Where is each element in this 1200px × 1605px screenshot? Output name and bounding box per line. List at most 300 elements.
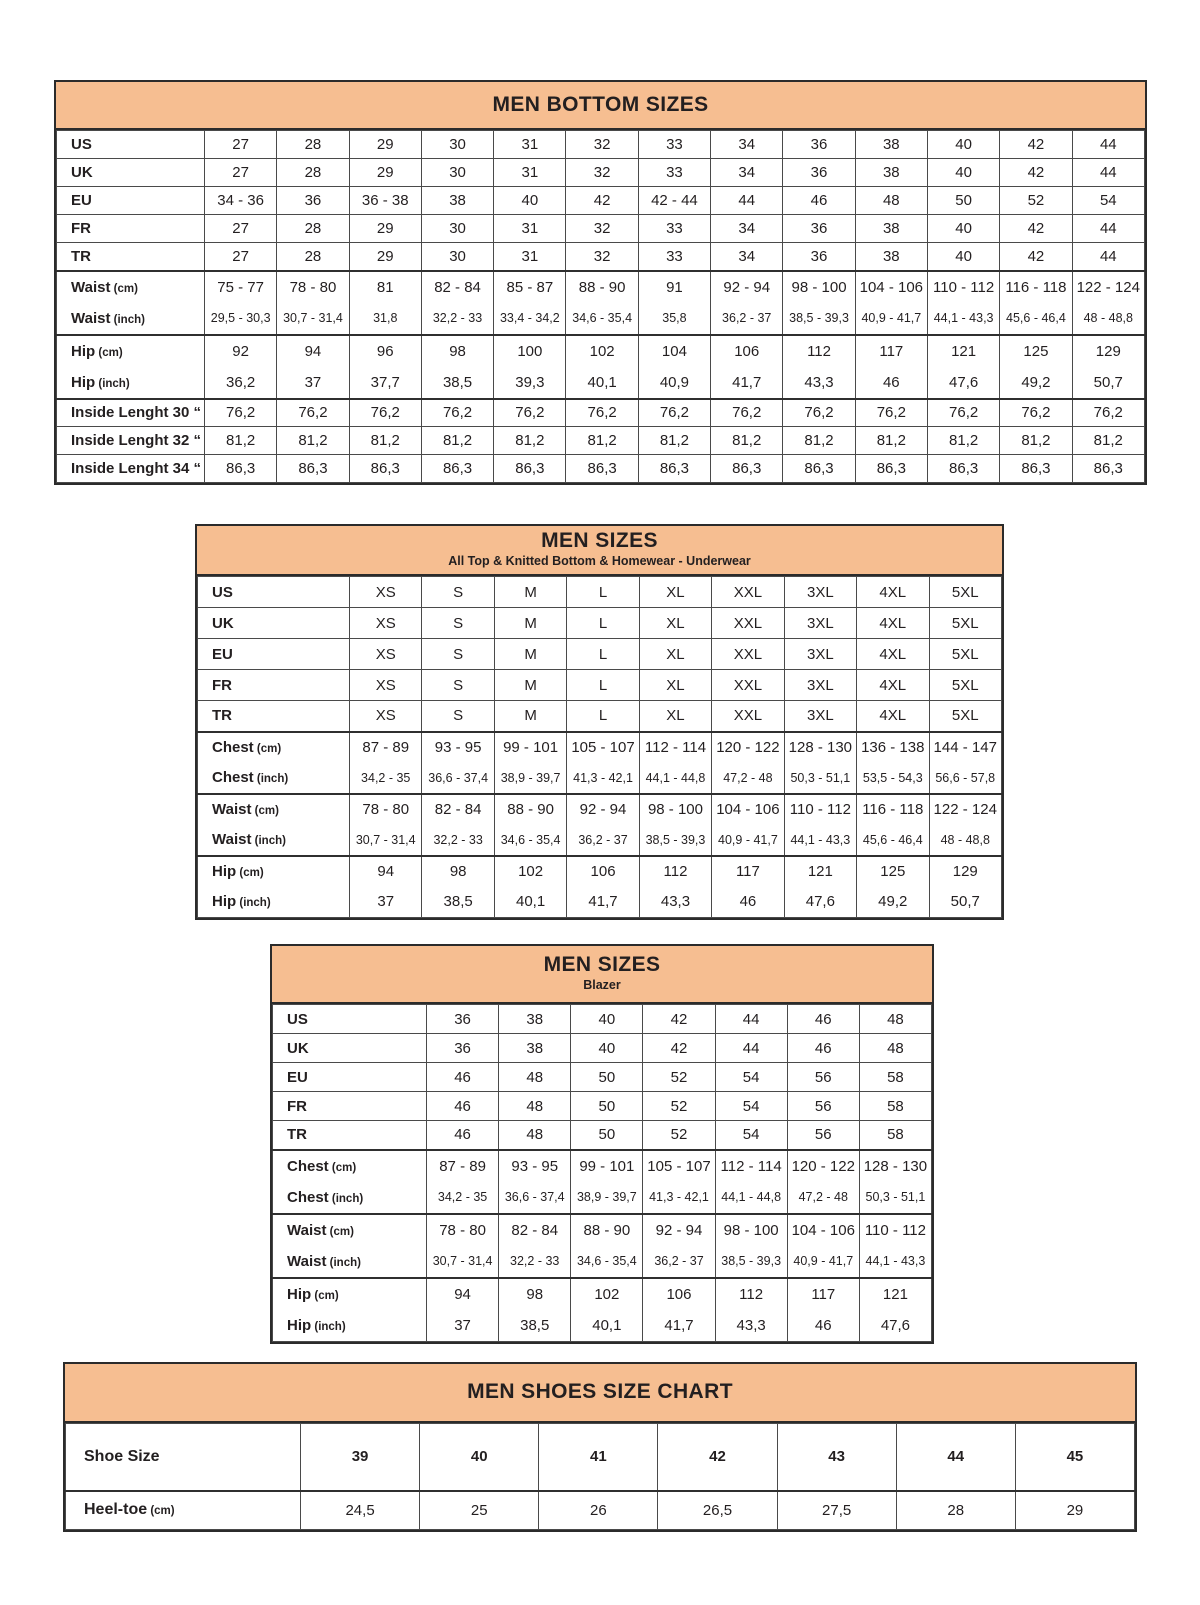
size-cell: 44,1 - 43,3: [927, 303, 999, 335]
size-cell: 37: [277, 367, 349, 399]
table-row: [198, 763, 1002, 794]
size-cell: 52: [643, 1121, 715, 1150]
size-cell: 125: [1000, 335, 1072, 367]
table-row: [273, 1310, 932, 1342]
size-cell: 28: [896, 1491, 1015, 1530]
size-cell: 38: [855, 159, 927, 187]
size-cell: 106: [711, 335, 783, 367]
size-cell: 110 - 112: [927, 271, 999, 303]
size-cell: 98 - 100: [715, 1214, 787, 1246]
row-label: US: [273, 1005, 427, 1034]
row-label: Waist (cm): [57, 271, 205, 303]
size-cell: 117: [712, 856, 784, 887]
size-cell: 36,6 - 37,4: [499, 1182, 571, 1214]
size-cell: 86,3: [855, 455, 927, 483]
size-cell: 34,6 - 35,4: [494, 825, 566, 856]
table-row: [198, 577, 1002, 608]
size-cell: 82 - 84: [499, 1214, 571, 1246]
size-cell: 40: [571, 1005, 643, 1034]
size-cell: 76,2: [855, 399, 927, 427]
row-label: Heel-toe (cm): [66, 1491, 301, 1530]
size-cell: 76,2: [421, 399, 493, 427]
size-cell: 58: [859, 1063, 931, 1092]
table-row: [57, 367, 1145, 399]
row-label: US: [198, 577, 350, 608]
size-cell: 27: [205, 159, 277, 187]
size-cell: 28: [277, 159, 349, 187]
men-sizes-blazer-grid: [272, 1004, 932, 1342]
size-cell: 44: [896, 1424, 1015, 1491]
size-cell: 27: [205, 215, 277, 243]
size-cell: 93 - 95: [422, 732, 494, 763]
row-label: Chest (inch): [273, 1182, 427, 1214]
size-cell: 110 - 112: [784, 794, 856, 825]
size-cell: 36 - 38: [349, 187, 421, 215]
size-cell: 43,3: [783, 367, 855, 399]
size-cell: 31,8: [349, 303, 421, 335]
table-title: MEN SHOES SIZE CHART: [467, 1380, 733, 1404]
size-cell: 45,6 - 46,4: [1000, 303, 1072, 335]
size-cell: L: [567, 670, 639, 701]
size-cell: 3XL: [784, 670, 856, 701]
size-cell: 42: [566, 187, 638, 215]
size-cell: 81: [349, 271, 421, 303]
table-row: [273, 1150, 932, 1182]
size-cell: 52: [643, 1063, 715, 1092]
size-cell: 43,3: [715, 1310, 787, 1342]
size-cell: 112: [639, 856, 711, 887]
size-cell: M: [494, 701, 566, 732]
size-cell: XXL: [712, 670, 784, 701]
size-cell: 116 - 118: [1000, 271, 1072, 303]
row-label: Hip (inch): [273, 1310, 427, 1342]
size-cell: 5XL: [929, 608, 1002, 639]
size-cell: 46: [427, 1063, 499, 1092]
size-cell: 86,3: [205, 455, 277, 483]
size-cell: 47,2 - 48: [712, 763, 784, 794]
table-row: [273, 1182, 932, 1214]
size-cell: 112: [783, 335, 855, 367]
size-cell: 44,1 - 43,3: [859, 1246, 931, 1278]
size-cell: 36,2 - 37: [567, 825, 639, 856]
size-cell: 40: [927, 159, 999, 187]
size-cell: 92 - 94: [711, 271, 783, 303]
size-cell: 44,1 - 44,8: [639, 763, 711, 794]
size-cell: 44: [1072, 215, 1144, 243]
size-cell: 81,2: [783, 427, 855, 455]
size-cell: 76,2: [711, 399, 783, 427]
size-cell: 27,5: [777, 1491, 896, 1530]
row-label: TR: [198, 701, 350, 732]
row-label: Chest (inch): [198, 763, 350, 794]
table-row: [57, 215, 1145, 243]
size-cell: 26,5: [658, 1491, 777, 1530]
row-label: Waist (inch): [273, 1246, 427, 1278]
size-cell: 81,2: [638, 427, 710, 455]
size-cell: 48 - 48,8: [1072, 303, 1144, 335]
size-cell: 56: [787, 1063, 859, 1092]
men-sizes-top-header: [197, 526, 1002, 576]
table-row: [198, 825, 1002, 856]
size-cell: 120 - 122: [787, 1150, 859, 1182]
size-cell: 37,7: [349, 367, 421, 399]
size-cell: 93 - 95: [499, 1150, 571, 1182]
men-shoes-size-table: [63, 1362, 1137, 1532]
size-cell: 30,7 - 31,4: [277, 303, 349, 335]
size-cell: 3XL: [784, 577, 856, 608]
size-cell: 31: [494, 131, 566, 159]
table-row: [273, 1063, 932, 1092]
size-cell: 81,2: [277, 427, 349, 455]
table-row: [57, 335, 1145, 367]
size-cell: 36: [427, 1034, 499, 1063]
size-cell: 44: [1072, 243, 1144, 271]
size-cell: 112 - 114: [639, 732, 711, 763]
size-cell: 81,2: [494, 427, 566, 455]
size-cell: 43,3: [639, 887, 711, 918]
size-cell: 36,6 - 37,4: [422, 763, 494, 794]
size-cell: 81,2: [349, 427, 421, 455]
size-cell: 76,2: [205, 399, 277, 427]
size-cell: 58: [859, 1092, 931, 1121]
size-cell: 4XL: [857, 608, 929, 639]
table-row: [198, 887, 1002, 918]
size-cell: 46: [787, 1005, 859, 1034]
size-cell: 40,1: [494, 887, 566, 918]
size-cell: 86,3: [711, 455, 783, 483]
size-cell: 40: [571, 1034, 643, 1063]
size-cell: 102: [566, 335, 638, 367]
size-cell: 30,7 - 31,4: [350, 825, 422, 856]
row-label: TR: [273, 1121, 427, 1150]
size-cell: 5XL: [929, 701, 1002, 732]
size-cell: 48: [499, 1092, 571, 1121]
size-cell: 94: [277, 335, 349, 367]
size-cell: 98 - 100: [783, 271, 855, 303]
size-cell: 36: [783, 215, 855, 243]
row-label: Inside Lenght 34 “: [57, 455, 205, 483]
size-cell: 42: [643, 1034, 715, 1063]
size-cell: 54: [715, 1063, 787, 1092]
table-row: [57, 131, 1145, 159]
size-cell: 37: [350, 887, 422, 918]
size-cell: 40: [927, 215, 999, 243]
table-row: [57, 187, 1145, 215]
size-cell: 4XL: [857, 577, 929, 608]
size-cell: 129: [929, 856, 1002, 887]
row-label: Inside Lenght 30 “: [57, 399, 205, 427]
size-cell: XS: [350, 577, 422, 608]
size-cell: 86,3: [277, 455, 349, 483]
size-cell: XS: [350, 608, 422, 639]
size-cell: 40,9 - 41,7: [787, 1246, 859, 1278]
table-subtitle: All Top & Knitted Bottom & Homewear - Underwear: [448, 554, 751, 569]
size-cell: XS: [350, 701, 422, 732]
size-cell: 112 - 114: [715, 1150, 787, 1182]
size-cell: S: [422, 670, 494, 701]
size-cell: 38: [421, 187, 493, 215]
size-cell: 102: [494, 856, 566, 887]
size-cell: 96: [349, 335, 421, 367]
size-cell: XL: [639, 670, 711, 701]
size-cell: 94: [427, 1278, 499, 1310]
size-cell: 46: [787, 1034, 859, 1063]
size-cell: 28: [277, 215, 349, 243]
size-cell: 76,2: [494, 399, 566, 427]
size-cell: 31: [494, 243, 566, 271]
size-cell: 54: [1072, 187, 1144, 215]
size-cell: 25: [420, 1491, 539, 1530]
size-cell: 5XL: [929, 670, 1002, 701]
row-label: Hip (cm): [273, 1278, 427, 1310]
size-cell: 121: [927, 335, 999, 367]
table-row: [198, 608, 1002, 639]
size-cell: 32,2 - 33: [421, 303, 493, 335]
size-cell: 128 - 130: [784, 732, 856, 763]
size-cell: M: [494, 577, 566, 608]
men-bottom-sizes-header: [56, 82, 1145, 130]
size-cell: 144 - 147: [929, 732, 1002, 763]
size-cell: 42: [1000, 243, 1072, 271]
table-title: MEN BOTTOM SIZES: [492, 92, 709, 116]
size-cell: 56,6 - 57,8: [929, 763, 1002, 794]
size-cell: 50: [571, 1092, 643, 1121]
size-cell: 29: [349, 159, 421, 187]
size-cell: 46: [787, 1310, 859, 1342]
size-cell: 81,2: [711, 427, 783, 455]
row-label: Waist (inch): [57, 303, 205, 335]
size-cell: 33: [638, 131, 710, 159]
size-cell: 88 - 90: [571, 1214, 643, 1246]
size-cell: 29: [349, 131, 421, 159]
size-cell: 49,2: [857, 887, 929, 918]
size-cell: 5XL: [929, 577, 1002, 608]
size-cell: 87 - 89: [350, 732, 422, 763]
size-cell: 44: [715, 1005, 787, 1034]
size-cell: 48: [499, 1063, 571, 1092]
size-cell: 76,2: [566, 399, 638, 427]
size-cell: 52: [1000, 187, 1072, 215]
size-cell: 104 - 106: [787, 1214, 859, 1246]
size-cell: 32,2 - 33: [422, 825, 494, 856]
table-row: [198, 701, 1002, 732]
size-cell: 110 - 112: [859, 1214, 931, 1246]
size-cell: 76,2: [1072, 399, 1144, 427]
size-cell: 106: [567, 856, 639, 887]
size-cell: 105 - 107: [643, 1150, 715, 1182]
size-cell: L: [567, 577, 639, 608]
size-cell: 46: [783, 187, 855, 215]
size-cell: 50: [571, 1063, 643, 1092]
size-cell: XXL: [712, 577, 784, 608]
row-label: UK: [57, 159, 205, 187]
size-cell: 45: [1015, 1424, 1134, 1491]
size-cell: XXL: [712, 701, 784, 732]
size-cell: 50: [927, 187, 999, 215]
size-cell: L: [567, 701, 639, 732]
table-title: MEN SIZES: [541, 529, 658, 553]
size-cell: 32: [566, 215, 638, 243]
row-label: US: [57, 131, 205, 159]
size-cell: 38,5: [421, 367, 493, 399]
size-cell: 117: [855, 335, 927, 367]
size-cell: 102: [571, 1278, 643, 1310]
size-cell: 116 - 118: [857, 794, 929, 825]
size-cell: S: [422, 577, 494, 608]
size-cell: 30: [421, 159, 493, 187]
size-cell: 4XL: [857, 639, 929, 670]
size-cell: 47,6: [859, 1310, 931, 1342]
size-cell: 38,9 - 39,7: [494, 763, 566, 794]
size-cell: 104 - 106: [712, 794, 784, 825]
size-cell: 81,2: [1000, 427, 1072, 455]
size-cell: 48: [859, 1005, 931, 1034]
size-cell: 44,1 - 43,3: [784, 825, 856, 856]
size-cell: 30: [421, 215, 493, 243]
size-cell: M: [494, 639, 566, 670]
size-cell: 92 - 94: [567, 794, 639, 825]
size-cell: 38,5: [499, 1310, 571, 1342]
table-title: MEN SIZES: [543, 953, 661, 977]
size-cell: 122 - 124: [929, 794, 1002, 825]
table-row: [198, 670, 1002, 701]
size-cell: XXL: [712, 608, 784, 639]
size-cell: 76,2: [638, 399, 710, 427]
size-cell: 34: [711, 215, 783, 243]
table-row: [198, 794, 1002, 825]
size-cell: XL: [639, 639, 711, 670]
size-cell: 40: [420, 1424, 539, 1491]
size-cell: 28: [277, 243, 349, 271]
men-shoes-size-grid: [65, 1423, 1135, 1530]
size-cell: 54: [715, 1121, 787, 1150]
size-cell: 34,2 - 35: [427, 1182, 499, 1214]
size-cell: 40,1: [566, 367, 638, 399]
table-row: [57, 455, 1145, 483]
size-cell: 27: [205, 243, 277, 271]
size-cell: 37: [427, 1310, 499, 1342]
size-cell: 86,3: [638, 455, 710, 483]
size-cell: 41,7: [711, 367, 783, 399]
row-label: Chest (cm): [198, 732, 350, 763]
row-label: Inside Lenght 32 “: [57, 427, 205, 455]
row-label: TR: [57, 243, 205, 271]
row-label: FR: [198, 670, 350, 701]
size-cell: 42 - 44: [638, 187, 710, 215]
size-cell: 38,5 - 39,3: [783, 303, 855, 335]
size-cell: 86,3: [783, 455, 855, 483]
size-cell: 81,2: [1072, 427, 1144, 455]
size-cell: 47,6: [927, 367, 999, 399]
size-cell: 40,9: [638, 367, 710, 399]
size-cell: 42: [1000, 215, 1072, 243]
size-cell: 3XL: [784, 608, 856, 639]
size-cell: XL: [639, 701, 711, 732]
size-cell: 86,3: [1000, 455, 1072, 483]
size-cell: 41,3 - 42,1: [643, 1182, 715, 1214]
size-cell: 34 - 36: [205, 187, 277, 215]
size-cell: 3XL: [784, 639, 856, 670]
size-cell: 44,1 - 44,8: [715, 1182, 787, 1214]
size-cell: 82 - 84: [422, 794, 494, 825]
size-cell: 32,2 - 33: [499, 1246, 571, 1278]
size-cell: XXL: [712, 639, 784, 670]
size-cell: 33,4 - 34,2: [494, 303, 566, 335]
size-cell: 78 - 80: [427, 1214, 499, 1246]
size-cell: 36,2 - 37: [643, 1246, 715, 1278]
size-cell: 50,3 - 51,1: [859, 1182, 931, 1214]
size-cell: 99 - 101: [571, 1150, 643, 1182]
size-cell: 106: [643, 1278, 715, 1310]
size-cell: 36: [783, 159, 855, 187]
size-cell: 100: [494, 335, 566, 367]
size-cell: S: [422, 639, 494, 670]
size-cell: 38,5 - 39,3: [715, 1246, 787, 1278]
size-cell: 24,5: [301, 1491, 420, 1530]
size-cell: 4XL: [857, 670, 929, 701]
size-cell: 105 - 107: [567, 732, 639, 763]
table-row: [273, 1005, 932, 1034]
size-cell: 58: [859, 1121, 931, 1150]
table-row: [273, 1034, 932, 1063]
size-cell: 76,2: [927, 399, 999, 427]
row-label: UK: [198, 608, 350, 639]
size-cell: 86,3: [927, 455, 999, 483]
size-cell: 29: [1015, 1491, 1134, 1530]
size-cell: 28: [277, 131, 349, 159]
size-cell: 40,9 - 41,7: [855, 303, 927, 335]
size-cell: 41,3 - 42,1: [567, 763, 639, 794]
size-cell: 27: [205, 131, 277, 159]
size-cell: 40: [927, 131, 999, 159]
row-label: Waist (cm): [273, 1214, 427, 1246]
size-cell: 50,3 - 51,1: [784, 763, 856, 794]
size-cell: 120 - 122: [712, 732, 784, 763]
size-cell: 29: [349, 215, 421, 243]
size-cell: 86,3: [1072, 455, 1144, 483]
size-cell: 34: [711, 243, 783, 271]
table-row: [57, 303, 1145, 335]
row-label: Shoe Size: [66, 1424, 301, 1491]
size-cell: 33: [638, 215, 710, 243]
size-cell: 29: [349, 243, 421, 271]
size-cell: 39: [301, 1424, 420, 1491]
size-cell: 54: [715, 1092, 787, 1121]
size-cell: 3XL: [784, 701, 856, 732]
size-cell: M: [494, 608, 566, 639]
size-cell: 47,6: [784, 887, 856, 918]
size-cell: 99 - 101: [494, 732, 566, 763]
size-cell: 86,3: [349, 455, 421, 483]
row-label: EU: [198, 639, 350, 670]
table-row: [273, 1214, 932, 1246]
table-row: [198, 639, 1002, 670]
size-cell: 98 - 100: [639, 794, 711, 825]
size-cell: 40: [494, 187, 566, 215]
size-cell: 38,5 - 39,3: [639, 825, 711, 856]
size-cell: 81,2: [566, 427, 638, 455]
size-cell: 33: [638, 159, 710, 187]
size-cell: 36,2: [205, 367, 277, 399]
size-cell: 36: [277, 187, 349, 215]
size-cell: 117: [787, 1278, 859, 1310]
size-cell: 125: [857, 856, 929, 887]
table-row: [198, 856, 1002, 887]
row-label: FR: [57, 215, 205, 243]
size-cell: 56: [787, 1092, 859, 1121]
size-cell: 48: [855, 187, 927, 215]
size-cell: 122 - 124: [1072, 271, 1144, 303]
